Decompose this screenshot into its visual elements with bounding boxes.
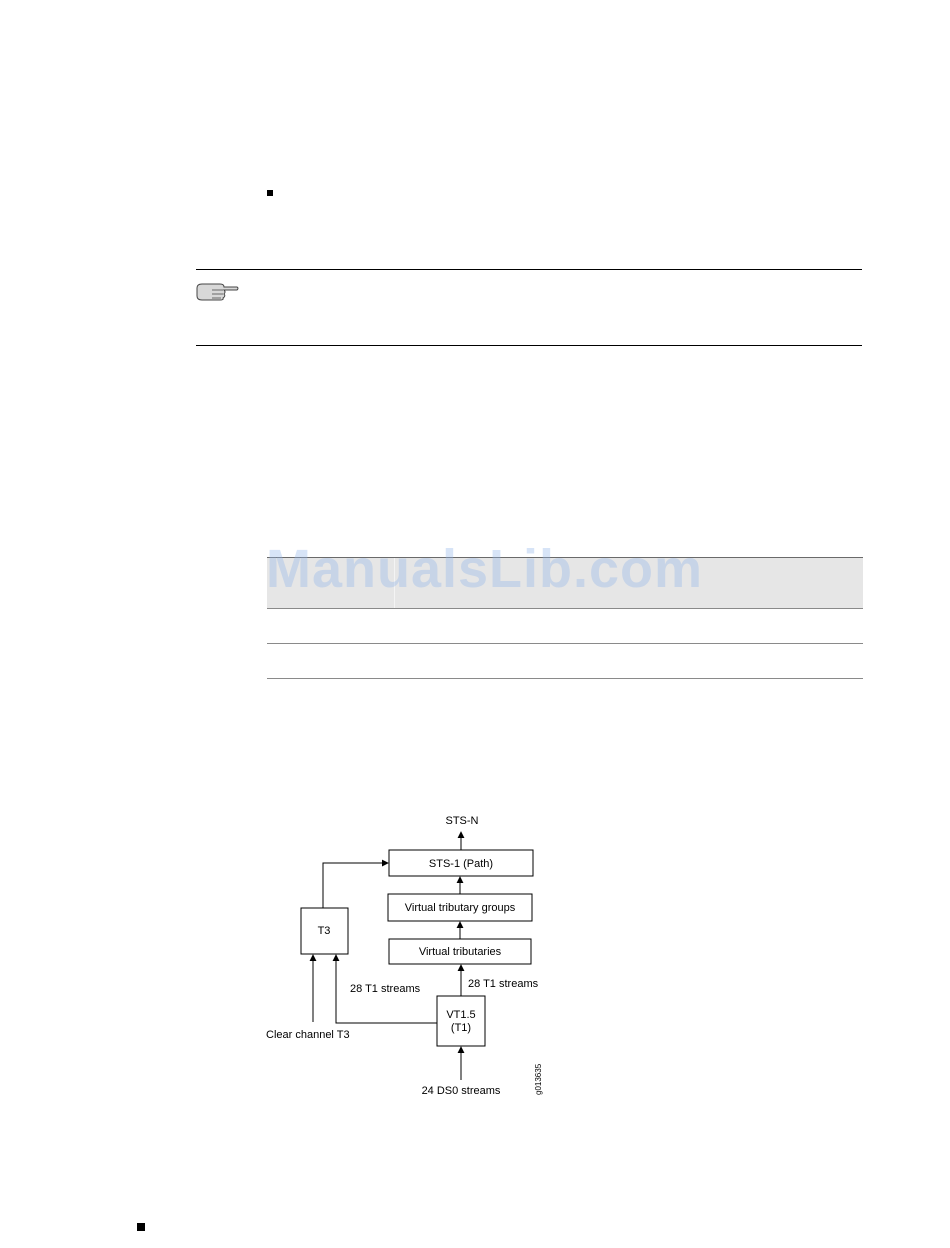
vt15-sub-label: (T1) [450,1022,472,1034]
streams-left-label: 28 T1 streams [350,983,421,995]
streams-right-label: 28 T1 streams [468,978,539,990]
arrow-t3-to-sts1 [323,863,388,908]
note-top-rule [196,269,862,270]
figure-id: g013635 [534,1063,543,1095]
note-bottom-rule [196,345,862,346]
virtual-tributary-groups-label: Virtual tributary groups [404,902,516,914]
clear-channel-label: Clear channel T3 [266,1029,350,1041]
virtual-tributaries-label: Virtual tributaries [418,946,502,958]
vt15-label: VT1.5 [446,1009,476,1021]
pointing-hand-icon [194,281,240,303]
ds0-streams-label: 24 DS0 streams [421,1085,501,1097]
sonet-hierarchy-diagram [250,800,570,1110]
vt15-box [437,996,485,1046]
t3-label: T3 [317,925,331,937]
watermark: ManualsLib.com [266,539,704,599]
list-bullet [267,190,273,196]
footer-marker [137,1223,145,1231]
table-row-divider [267,608,863,609]
sts1-path-label: STS-1 (Path) [428,858,494,870]
sts-n-label: STS-N [445,815,479,827]
table-bottom-rule [267,678,863,679]
table-row-divider [267,643,863,644]
